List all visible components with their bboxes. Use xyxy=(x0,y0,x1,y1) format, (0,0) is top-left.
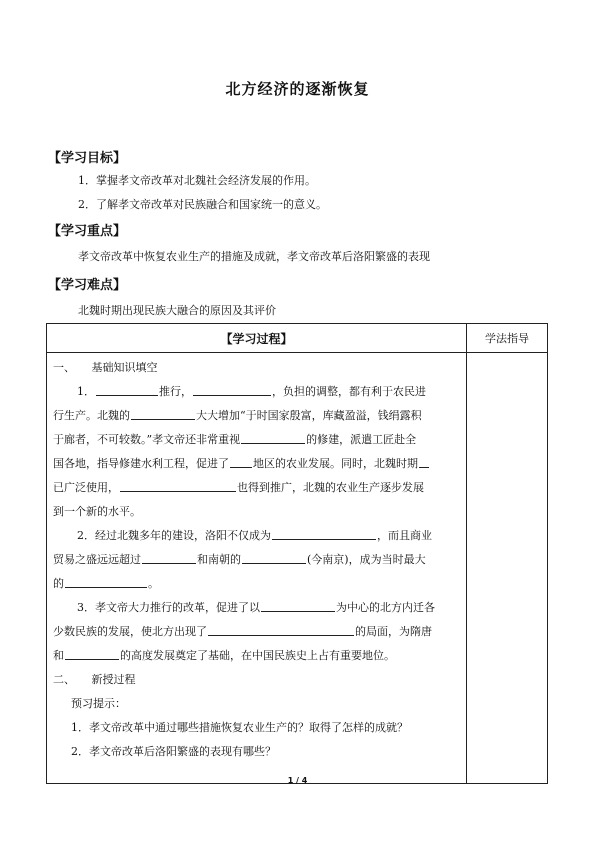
difficulty-heading: 【学习难点】 xyxy=(48,278,127,293)
goal-item-2: 2．了解孝文帝改革对民族融合和国家统一的意义。 xyxy=(78,198,327,211)
process-table xyxy=(46,323,548,784)
method-column xyxy=(467,353,548,784)
blank[interactable] xyxy=(65,575,147,588)
preview-item-1: 1．孝文帝改革中通过哪些措施恢复农业生产的？取得了怎样的成就？ xyxy=(71,721,408,734)
difficulty-text: 北魏时期出现民族大融合的原因及其评价 xyxy=(78,304,276,317)
q1-line-5: 已广泛使用， 也得到推广，北魏的农业生产逐步发展 xyxy=(53,481,424,494)
blank[interactable] xyxy=(193,383,271,396)
q1-line-2: 行生产。北魏的 大大增加“于时国家殷富，库藏盈溢，钱绢露积 xyxy=(53,409,422,422)
method-header: 学法指导 xyxy=(467,324,548,353)
blank[interactable] xyxy=(120,479,236,492)
preview-item-2: 2．孝文帝改革后洛阳繁盛的表现有哪些？ xyxy=(71,745,276,758)
q3-line-2: 少数民族的发展，使北方出现了 的局面，为隋唐 xyxy=(53,625,432,638)
q2-line-2: 贸易之盛远远超过 和南朝的 (今南京)，成为当时最大 xyxy=(53,553,426,566)
blank[interactable] xyxy=(65,647,119,660)
q2-line-3: 的 。 xyxy=(53,577,159,590)
focus-heading: 【学习重点】 xyxy=(48,224,127,239)
goals-heading: 【学习目标】 xyxy=(48,151,127,166)
part1-label: 一、 基础知识填空 xyxy=(53,361,158,374)
blank[interactable] xyxy=(261,599,335,612)
q2-line-1: 2．经过北魏多年的建设，洛阳不仅成为 ，而且商业 xyxy=(77,529,432,542)
q3-line-3: 和 的高度发展奠定了基础，在中国民族史上占有重要地位。 xyxy=(53,649,395,662)
focus-text: 孝文帝改革中恢复农业生产的措施及成就，孝文帝改革后洛阳繁盛的表现 xyxy=(78,250,430,263)
q3-line-1: 3．孝文帝大力推行的改革，促进了以 为中心的北方内迁各 xyxy=(77,601,435,614)
goal-item-1: 1．掌握孝文帝改革对北魏社会经济发展的作用。 xyxy=(78,174,316,187)
part2-label: 二、 新授过程 xyxy=(53,673,136,686)
blank[interactable] xyxy=(131,407,195,420)
page-number: 1 / 4 xyxy=(287,776,308,785)
process-header: 【学习过程】 xyxy=(47,324,467,353)
blank[interactable] xyxy=(96,383,158,396)
preview-label: 预习提示： xyxy=(71,697,126,710)
page-title: 北方经济的逐渐恢复 xyxy=(225,80,370,98)
process-content xyxy=(47,353,467,784)
blank[interactable] xyxy=(242,551,306,564)
blank[interactable] xyxy=(272,527,376,540)
q1-line-3: 于廊者，不可较数。”孝文帝还非常重视 的修建，派遣工匠赴全 xyxy=(53,433,417,446)
blank[interactable] xyxy=(241,431,305,444)
blank[interactable] xyxy=(230,455,252,468)
q1-line-1: 1． 推行， ，负担的调整，都有利于农民进 xyxy=(77,385,426,398)
q1-line-4: 国各地，指导修建水利工程，促进了 地区的农业发展。同时，北魏时期 xyxy=(53,455,430,471)
blank[interactable] xyxy=(419,455,429,468)
blank[interactable] xyxy=(142,551,196,564)
blank[interactable] xyxy=(208,623,354,636)
q1-line-6: 到一个新的水平。 xyxy=(53,505,141,518)
